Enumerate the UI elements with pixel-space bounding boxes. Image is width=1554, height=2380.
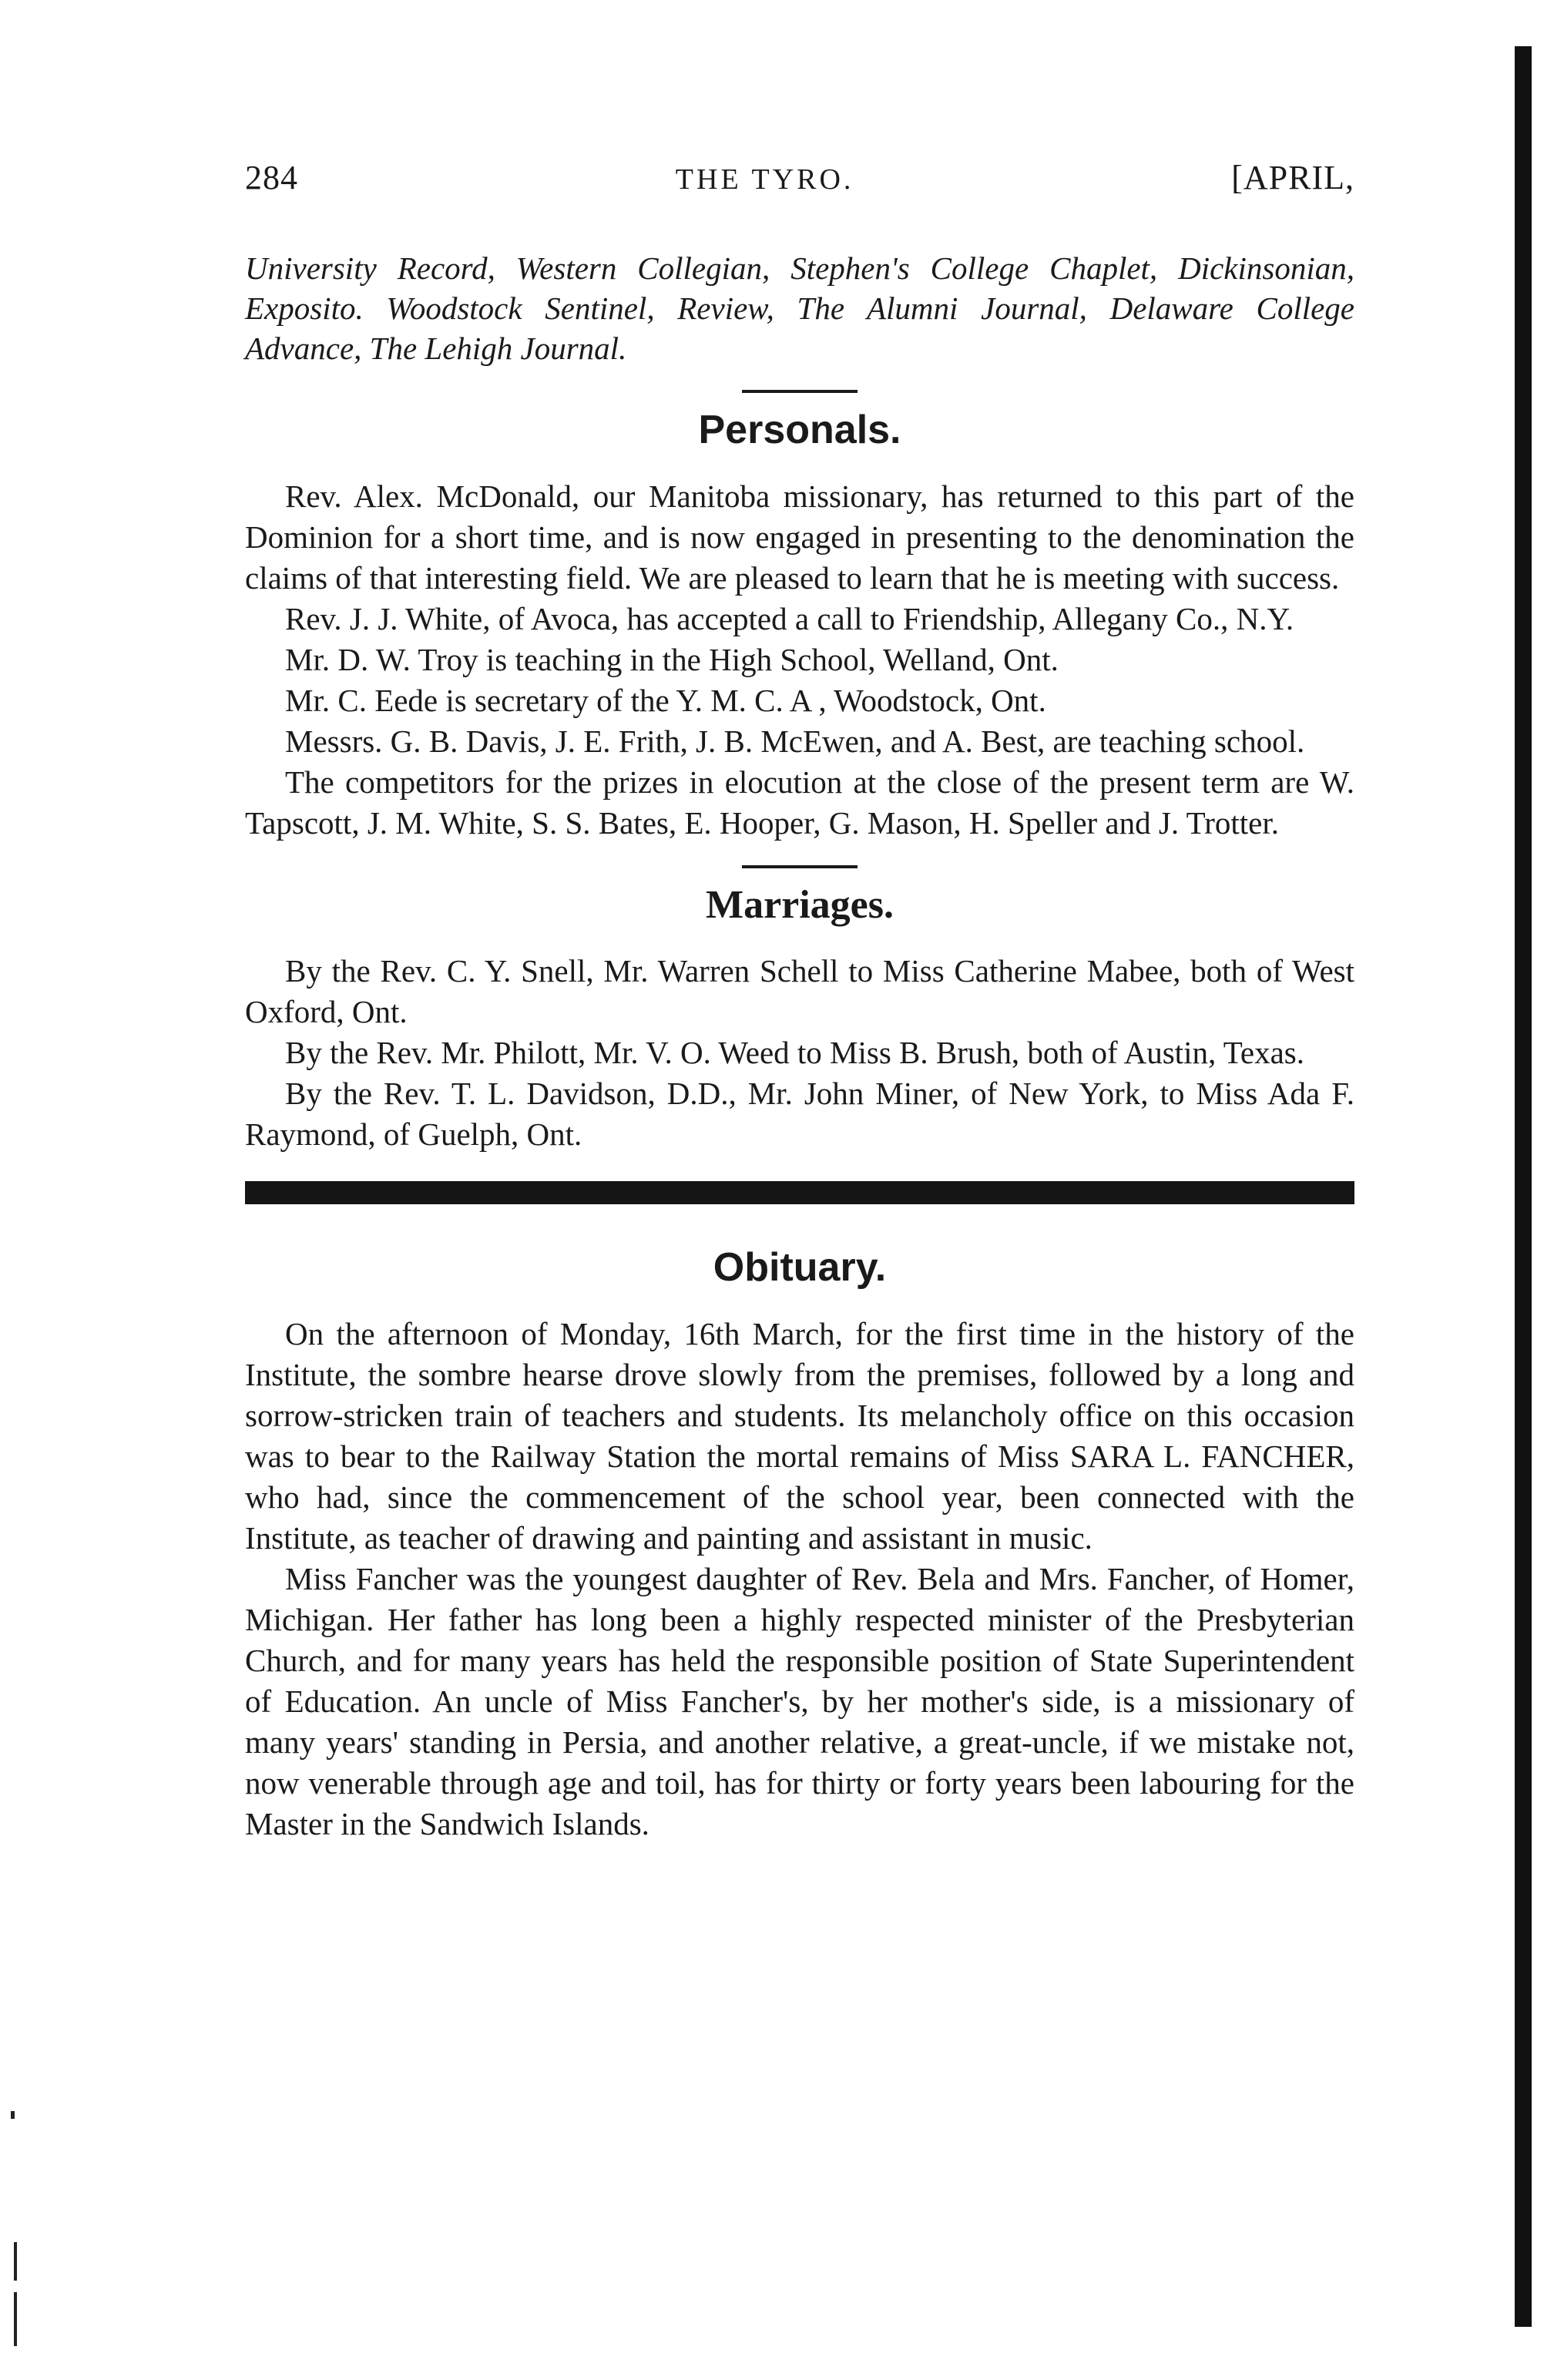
obituary-paragraph: Miss Fancher was the youngest daughter of Rev. Bela and Mrs. Fancher, of Homer, Michigan. Her father has long been a highly respected minister of the Presbyterian Church, and for many years has held the responsible position of State Superintendent of Education. An uncle of Miss Fancher's, by her mother's side, is a missionary of many years' standing in Persia, and another relative, a great-uncle, if we mistake not, now venerable through age and toil, has for thirty or forty years been labouring for the Master in the Sandwich Islands.	[245, 1561, 1354, 1841]
scan-edge-bar	[1515, 46, 1532, 2327]
obituary-paragraph: On the afternoon of Monday, 16th March, for the first time in the history of the Institute, the sombre hearse drove slowly from the premises, followed by a long and sorrow-stricken train of teachers and students. Its melancholy office on this occasion was to bear to the Railway Station the mortal remains of Miss SARA L. FANCHER, who had, since the commencement of the school year, been connected with the Institute, as teacher of drawing and painting and assistant in music.	[245, 1316, 1354, 1556]
exchanges-list: University Record, Western Collegian, Stephen's College Chaplet, Dickinsonian, Exposito. Woodstock Sentinel, Review, The Alumni Journal, Delaware College Advance, The Lehigh Journal.	[245, 250, 1354, 366]
journal-title: THE TYRO.	[675, 163, 854, 196]
personal-item: Rev. Alex. McDonald, our Manitoba missionary, has returned to this part of the Dominion for a short time, and is now engaged in presenting to the denomination the claims of that interesting field. We are pleased to learn that he is meeting with success.	[245, 478, 1354, 596]
personal-item: Rev. J. J. White, of Avoca, has accepted a call to Friendship, Allegany Co., N.Y.	[285, 601, 1294, 636]
obituary-heading: Obituary.	[713, 1245, 887, 1290]
personal-item: Messrs. G. B. Davis, J. E. Frith, J. B. McEwen, and A. Best, are teaching school.	[285, 723, 1305, 759]
margin-mark	[14, 2242, 17, 2281]
margin-mark	[14, 2292, 17, 2346]
page-content	[245, 158, 1354, 1845]
personal-item: Mr. D. W. Troy is teaching in the High School, Welland, Ont.	[285, 642, 1059, 677]
page-number: 284	[245, 159, 298, 196]
marriage-item: By the Rev. C. Y. Snell, Mr. Warren Schell to Miss Catherine Mabee, both of West Oxford, Ont.	[245, 953, 1354, 1029]
personals-section	[245, 407, 1354, 844]
margin-mark	[11, 2111, 15, 2119]
running-head	[245, 158, 1354, 197]
personals-heading: Personals.	[698, 408, 901, 452]
issue-month: [APRIL,	[1231, 159, 1354, 196]
mourning-rule	[245, 1181, 1354, 1204]
marriages-heading: Marriages.	[705, 883, 894, 927]
section-divider	[742, 865, 858, 868]
obituary-section	[245, 1244, 1354, 1845]
marriage-item: By the Rev. Mr. Philott, Mr. V. O. Weed to Miss B. Brush, both of Austin, Texas.	[285, 1035, 1305, 1070]
marriages-section	[245, 882, 1354, 1155]
personal-item: The competitors for the prizes in elocution at the close of the present term are W. Tapscott, J. M. White, S. S. Bates, E. Hooper, G. Mason, H. Speller and J. Trotter.	[245, 764, 1354, 841]
personal-item: Mr. C. Eede is secretary of the Y. M. C. A , Woodstock, Ont.	[285, 683, 1046, 718]
section-divider	[742, 390, 858, 393]
marriage-item: By the Rev. T. L. Davidson, D.D., Mr. John Miner, of New York, to Miss Ada F. Raymond, of Guelph, Ont.	[245, 1076, 1354, 1152]
